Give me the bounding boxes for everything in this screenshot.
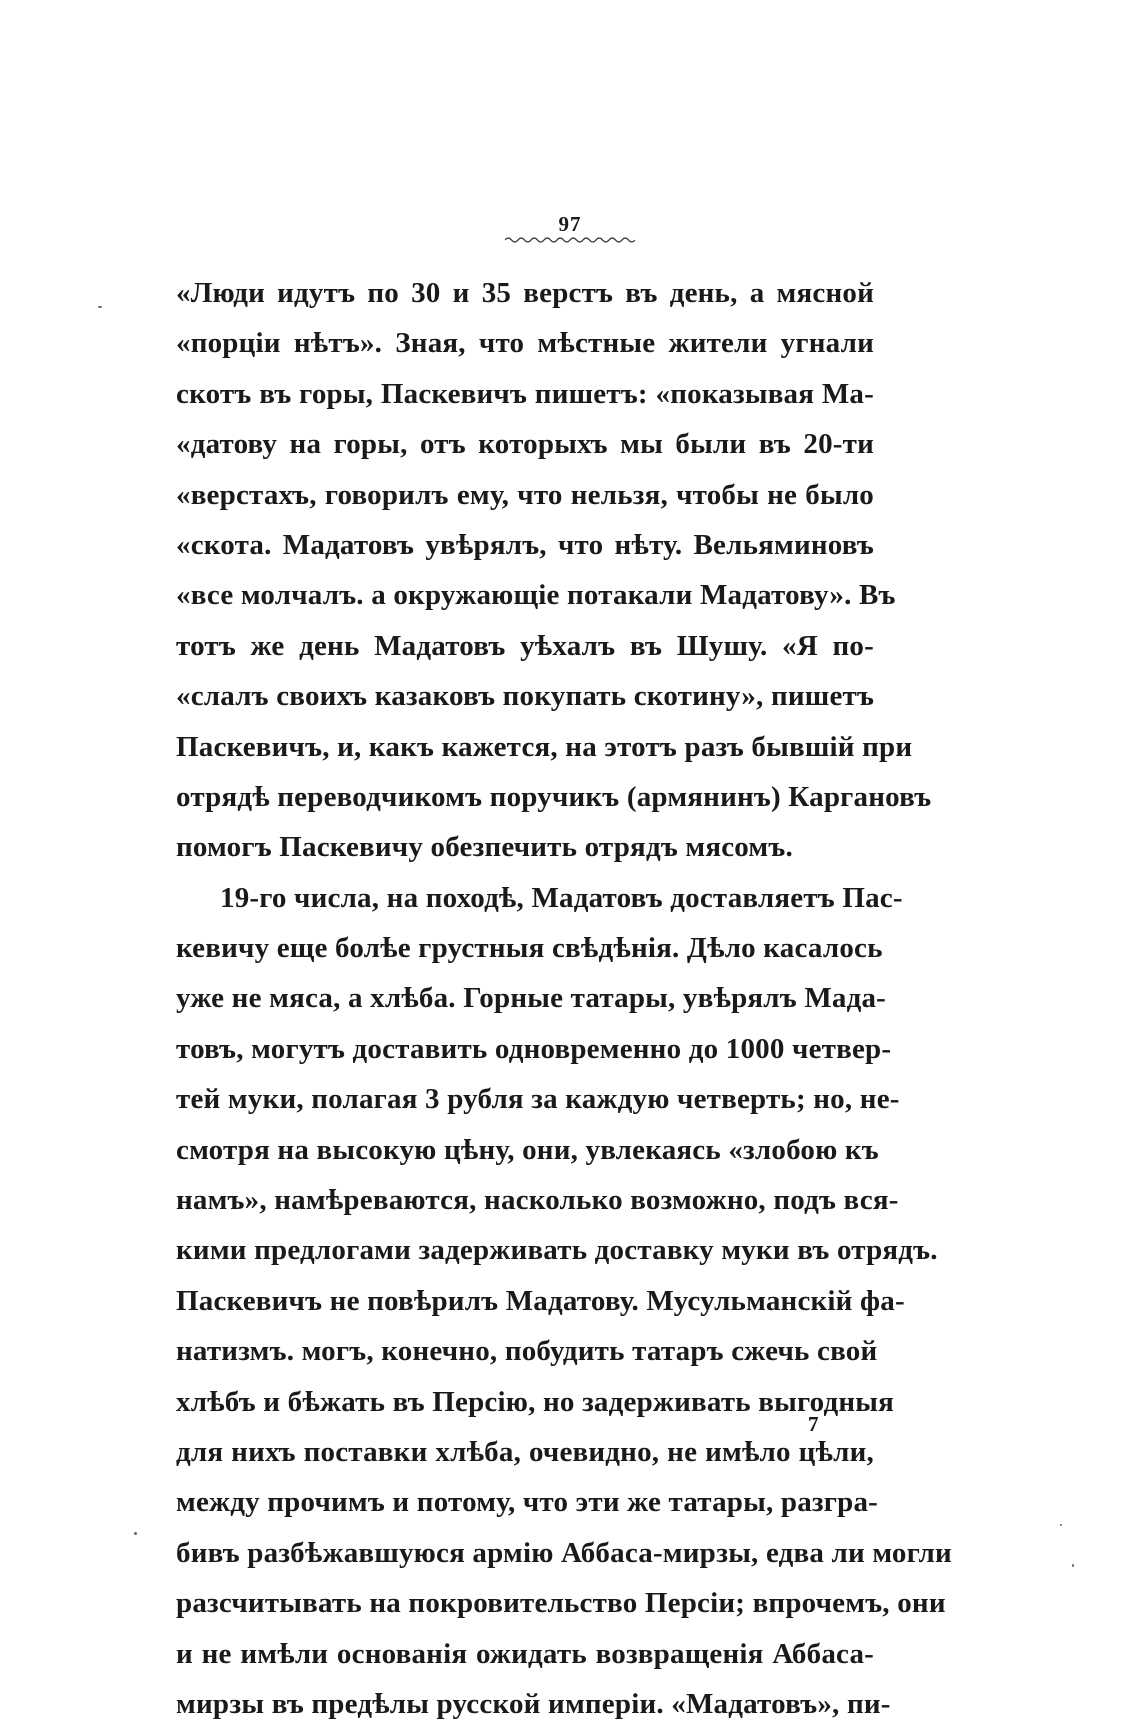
text-line: хлѣбъ и бѣжать въ Персію, но задерживать выгодныя xyxy=(176,1385,895,1418)
signature-mark: 7 xyxy=(808,1412,819,1436)
text-line: «Люди идутъ по 30 и 35 верстъ въ день, а мясной xyxy=(176,277,874,309)
text-line: натизмъ. могъ, конечно, побудить татаръ сжечь свой xyxy=(176,1335,878,1368)
text-line: «верстахъ, говорилъ ему, что нельзя, чтобы не было xyxy=(176,478,874,511)
text-line: уже не мяса, а хлѣба. Горные татары, увѣрялъ Мада- xyxy=(176,982,887,1015)
text-line: отрядѣ переводчикомъ поручикъ (армянинъ) Каргановъ xyxy=(176,780,932,813)
text-line: разсчитывать на покровительство Персіи; впрочемъ, они xyxy=(176,1587,946,1620)
text-line: между прочимъ и потому, что эти же татары, разгра- xyxy=(176,1486,879,1519)
text-line: «порціи нѣтъ». Зная, что мѣстные жители угнали xyxy=(176,327,874,360)
body-text xyxy=(176,268,952,1729)
scan-speck xyxy=(134,1532,137,1535)
text-line: Паскевичъ, и, какъ кажется, на этотъ разъ бывшій при xyxy=(176,730,913,763)
page-number: 97 xyxy=(558,212,582,236)
text-line: мирзы въ предѣлы русской имперіи. «Мадатовъ», пи- xyxy=(176,1687,891,1720)
text-line: кевичу еще болѣе грустныя свѣдѣнія. Дѣло касалось xyxy=(176,932,883,965)
text-line: смотря на высокую цѣну, они, увлекаясь «злобою къ xyxy=(176,1133,879,1166)
scan-speck xyxy=(1060,1524,1062,1526)
text-line: 19-го числа, на походѣ, Мадатовъ доставляетъ Пас- xyxy=(220,881,903,914)
page-header xyxy=(0,212,1140,244)
text-line: товъ, могутъ доставить одновременно до 1000 четвер- xyxy=(176,1032,892,1065)
text-line: «датову на горы, отъ которыхъ мы были въ 20-ти xyxy=(176,428,874,461)
wavy-rule-ornament xyxy=(505,236,635,244)
text-line: для нихъ поставки хлѣба, очевидно, не имѣло цѣли, xyxy=(176,1435,874,1468)
text-line: «скота. Мадатовъ увѣрялъ, что нѣту. Вельяминовъ xyxy=(176,528,874,561)
text-line: намъ», намѣреваются, насколько возможно, подъ вся- xyxy=(176,1184,899,1217)
text-line: Паскевичъ не повѣрилъ Мадатову. Мусульманскій фа- xyxy=(176,1284,905,1317)
text-line: и не имѣли основанія ожидать возвращенія Аббаса- xyxy=(176,1637,874,1670)
scan-speck xyxy=(1072,1564,1074,1567)
text-line: тей муки, полагая 3 рубля за каждую четверть; но, не- xyxy=(176,1083,900,1116)
text-line: «слалъ своихъ казаковъ покупать скотину», пишетъ xyxy=(176,680,875,713)
text-line: тотъ же день Мадатовъ уѣхалъ въ Шушу. «Я по- xyxy=(176,629,874,662)
text-line: скотъ въ горы, Паскевичъ пишетъ: «показывая Ма- xyxy=(176,377,874,410)
text-line: кими предлогами задерживать доставку муки въ отрядъ. xyxy=(176,1234,938,1267)
text-line: «все молчалъ. а окружающіе потакали Мадатову». Въ xyxy=(176,579,896,612)
text-line: бивъ разбѣжавшуюся армію Аббаса-мирзы, едва ли могли xyxy=(176,1536,952,1569)
text-line: помогъ Паскевичу обезпечить отрядъ мясомъ. xyxy=(176,831,793,864)
scan-speck xyxy=(98,306,102,308)
